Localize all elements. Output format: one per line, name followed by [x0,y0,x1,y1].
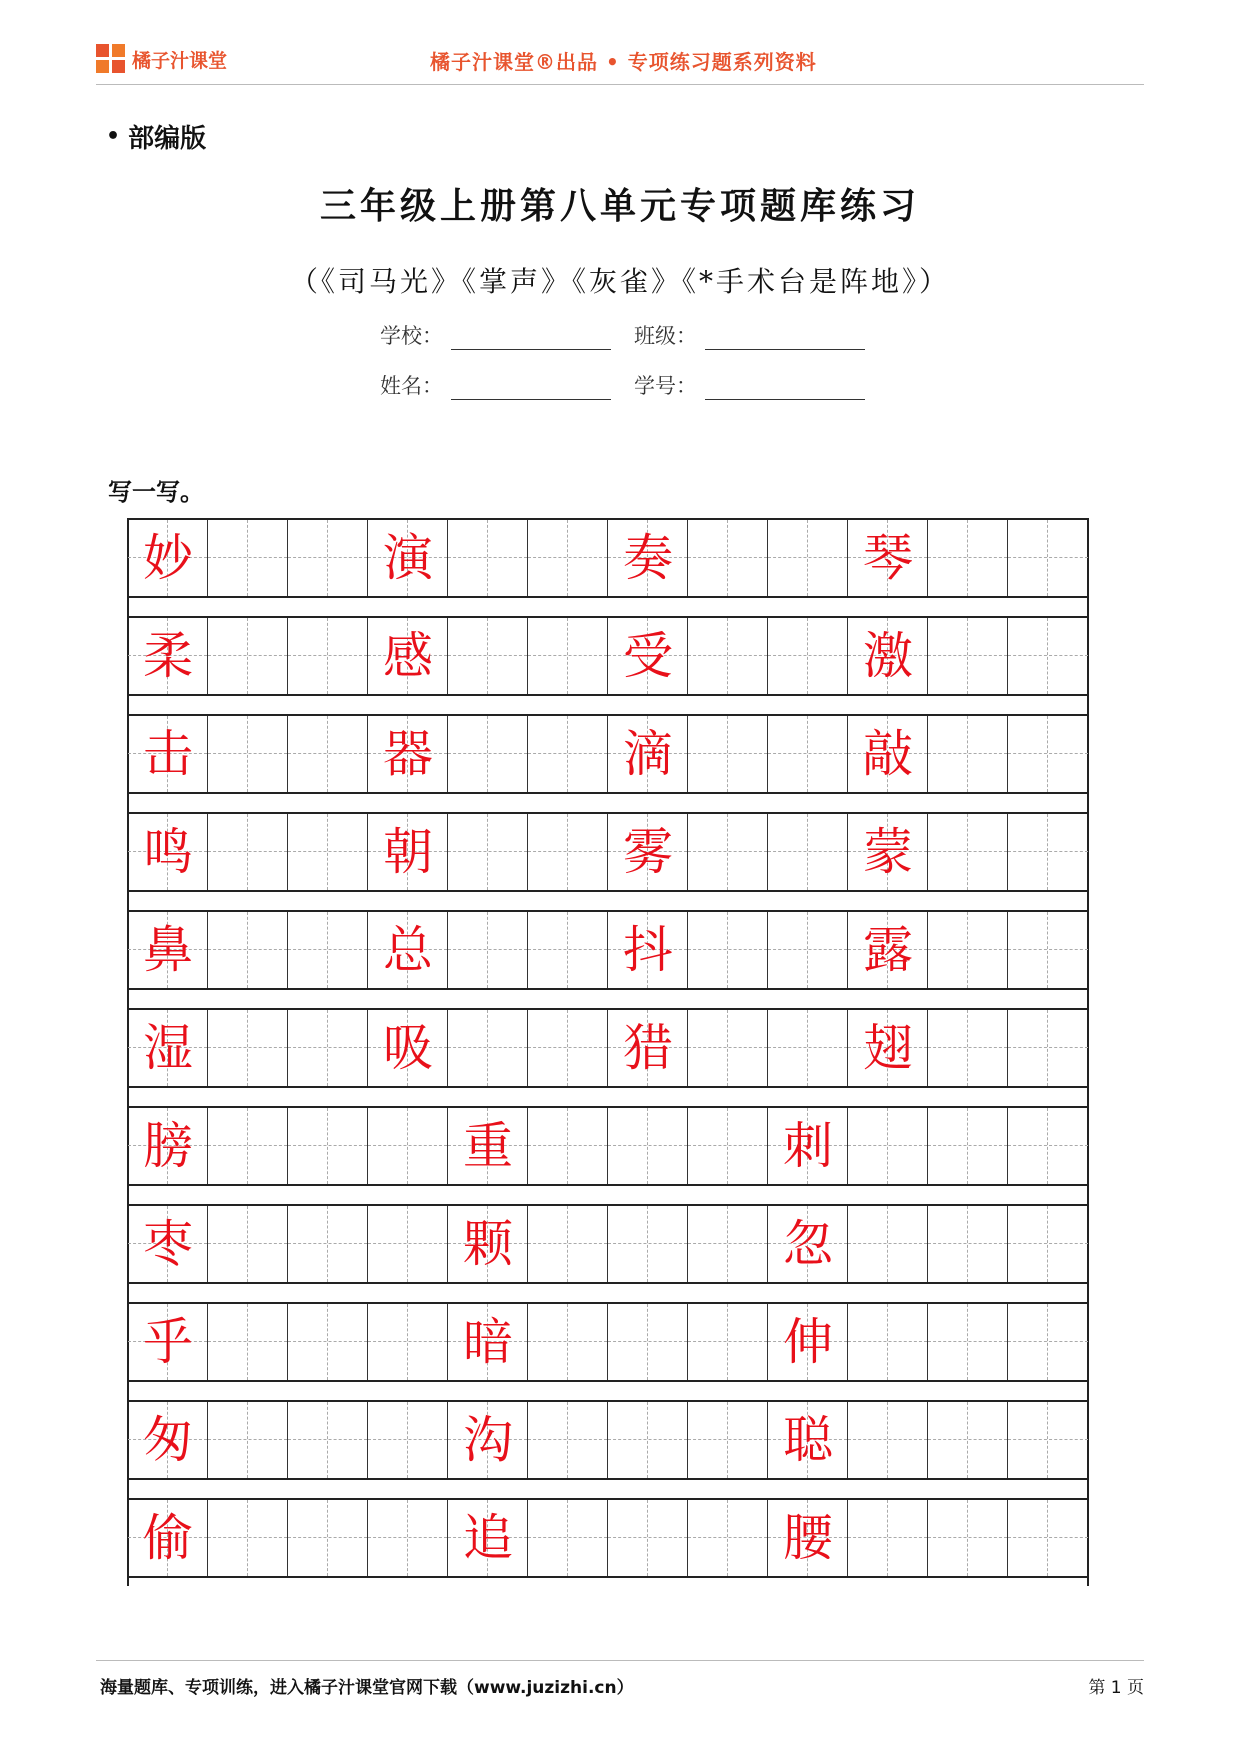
writing-cell[interactable] [848,520,928,596]
practice-character: 鸣 [143,823,193,881]
writing-cell[interactable] [688,716,768,792]
practice-character: 滴 [623,725,673,783]
writing-cell[interactable] [768,1108,848,1184]
writing-cell[interactable] [528,520,608,596]
practice-character: 雾 [623,823,673,881]
writing-cell[interactable] [208,1500,288,1576]
writing-cell[interactable] [608,1500,688,1576]
class-field[interactable] [634,320,865,350]
writing-cell[interactable] [208,1010,288,1086]
writing-cell[interactable] [368,1500,448,1576]
writing-cell[interactable] [608,1010,688,1086]
writing-cell[interactable] [208,1304,288,1380]
writing-cell[interactable] [848,1010,928,1086]
writing-cell[interactable] [368,912,448,988]
row-spacer [128,794,1088,813]
writing-cell[interactable] [448,1206,528,1282]
writing-cell[interactable] [1008,1206,1088,1282]
practice-character: 翅 [863,1019,913,1077]
writing-cell[interactable] [128,1108,208,1184]
writing-cell[interactable] [288,618,368,694]
bullet-icon: • [106,124,121,149]
writing-cell[interactable] [448,1304,528,1380]
writing-cell[interactable] [688,1206,768,1282]
row-spacer [128,990,1088,1009]
footer-divider [96,1660,1144,1661]
writing-cell[interactable] [1008,1108,1088,1184]
name-field[interactable] [380,370,611,400]
practice-character: 沟 [463,1411,513,1469]
writing-cell[interactable] [128,716,208,792]
page-number: 第 1 页 [1088,1678,1144,1698]
class-label: 班级： [634,324,697,348]
writing-cell[interactable] [288,1304,368,1380]
writing-cell[interactable] [848,814,928,890]
practice-character: 暗 [463,1313,513,1371]
writing-cell[interactable] [288,716,368,792]
writing-cell[interactable] [288,1402,368,1478]
writing-cell[interactable] [208,618,288,694]
class-blank[interactable] [705,327,865,350]
writing-cell[interactable] [768,520,848,596]
logo-icon [96,44,126,74]
practice-character: 偷 [143,1509,193,1567]
writing-cell[interactable] [448,912,528,988]
writing-cell[interactable] [688,1304,768,1380]
row-spacer [128,696,1088,715]
writing-cell[interactable] [848,1500,928,1576]
writing-cell[interactable] [128,814,208,890]
writing-cell[interactable] [288,912,368,988]
row-spacer [128,1284,1088,1303]
practice-character: 露 [863,921,913,979]
practice-character: 忽 [783,1215,833,1273]
practice-character: 柔 [143,627,193,685]
writing-cell[interactable] [928,1206,1008,1282]
practice-character: 湿 [143,1019,193,1077]
grid-row [128,518,1088,598]
grid-row [128,812,1088,892]
writing-cell[interactable] [368,1010,448,1086]
writing-cell[interactable] [528,1010,608,1086]
writing-cell[interactable] [368,716,448,792]
writing-cell[interactable] [848,1108,928,1184]
practice-character: 枣 [143,1215,193,1273]
writing-cell[interactable] [368,1108,448,1184]
writing-cell[interactable] [1008,1010,1088,1086]
practice-character: 奏 [623,529,673,587]
writing-cell[interactable] [608,912,688,988]
practice-character: 猎 [623,1019,673,1077]
writing-cell[interactable] [448,716,528,792]
practice-character: 妙 [143,529,193,587]
writing-cell[interactable] [768,716,848,792]
writing-cell[interactable] [528,814,608,890]
practice-character: 聪 [783,1411,833,1469]
writing-cell[interactable] [448,1402,528,1478]
grid-row [128,1400,1088,1480]
practice-character: 腰 [783,1509,833,1567]
school-label: 学校： [380,324,443,348]
writing-cell[interactable] [1008,912,1088,988]
writing-cell[interactable] [688,912,768,988]
writing-cell[interactable] [928,912,1008,988]
footer-note: 海量题库、专项训练，进入橘子汁课堂官网下载（www.juzizhi.cn） [100,1678,634,1698]
writing-cell[interactable] [208,912,288,988]
writing-cell[interactable] [1008,1304,1088,1380]
writing-cell[interactable] [848,1206,928,1282]
school-blank[interactable] [451,327,611,350]
grid-row [128,1204,1088,1284]
writing-cell[interactable] [848,716,928,792]
writing-cell[interactable] [928,1402,1008,1478]
writing-cell[interactable] [528,1500,608,1576]
writing-cell[interactable] [288,1010,368,1086]
writing-cell[interactable] [688,1500,768,1576]
writing-cell[interactable] [928,1304,1008,1380]
row-spacer [128,1382,1088,1401]
writing-cell[interactable] [688,1402,768,1478]
writing-cell[interactable] [608,1402,688,1478]
practice-character: 膀 [143,1117,193,1175]
writing-cell[interactable] [1008,520,1088,596]
writing-cell[interactable] [528,912,608,988]
header-divider [96,84,1144,85]
practice-character: 重 [463,1117,513,1175]
practice-character: 敲 [863,725,913,783]
edition-text: 部编版 [128,124,207,154]
writing-cell[interactable] [688,520,768,596]
row-spacer [128,1480,1088,1499]
practice-character: 追 [463,1509,513,1567]
practice-character: 器 [383,725,433,783]
page-header [0,0,1240,90]
brand-logo [96,44,227,74]
practice-character: 匆 [143,1411,193,1469]
writing-cell[interactable] [1008,1402,1088,1478]
writing-cell[interactable] [128,520,208,596]
practice-character: 总 [383,921,433,979]
writing-cell[interactable] [768,1500,848,1576]
practice-character: 抖 [623,921,673,979]
writing-cell[interactable] [688,1108,768,1184]
practice-character: 击 [143,725,193,783]
writing-cell[interactable] [1008,618,1088,694]
writing-cell[interactable] [768,1304,848,1380]
writing-cell[interactable] [848,618,928,694]
brand-name: 橘子汁课堂 [132,49,228,72]
writing-cell[interactable] [768,618,848,694]
writing-cell[interactable] [768,912,848,988]
name-blank[interactable] [451,377,611,400]
writing-cell[interactable] [368,618,448,694]
writing-cell[interactable] [608,1108,688,1184]
writing-cell[interactable] [288,1108,368,1184]
writing-cell[interactable] [208,1402,288,1478]
writing-cell[interactable] [448,1108,528,1184]
writing-cell[interactable] [528,618,608,694]
writing-cell[interactable] [528,1402,608,1478]
header-title: 橘子汁课堂®出品 • 专项练习题系列资料 [430,50,817,74]
grid-row [128,1008,1088,1088]
practice-character: 刺 [783,1117,833,1175]
writing-cell[interactable] [768,814,848,890]
writing-cell[interactable] [448,520,528,596]
writing-cell[interactable] [928,1010,1008,1086]
writing-cell[interactable] [608,814,688,890]
writing-cell[interactable] [128,912,208,988]
writing-cell[interactable] [208,814,288,890]
writing-cell[interactable] [528,1108,608,1184]
practice-character: 乎 [143,1313,193,1371]
writing-cell[interactable] [368,520,448,596]
number-field[interactable] [634,370,865,400]
writing-cell[interactable] [1008,1500,1088,1576]
number-blank[interactable] [705,377,865,400]
writing-cell[interactable] [848,1402,928,1478]
writing-cell[interactable] [848,1304,928,1380]
grid-row [128,910,1088,990]
writing-cell[interactable] [928,1108,1008,1184]
writing-cell[interactable] [288,520,368,596]
writing-cell[interactable] [128,1206,208,1282]
writing-cell[interactable] [608,618,688,694]
writing-cell[interactable] [288,1500,368,1576]
writing-cell[interactable] [128,1304,208,1380]
number-label: 学号： [634,374,697,398]
school-field[interactable] [380,320,611,350]
writing-cell[interactable] [448,618,528,694]
edition-label [106,118,206,155]
writing-cell[interactable] [928,814,1008,890]
grid-row [128,1498,1088,1578]
writing-cell[interactable] [528,1206,608,1282]
practice-character: 鼻 [143,921,193,979]
row-spacer [128,892,1088,911]
grid-row [128,1302,1088,1382]
writing-cell[interactable] [928,618,1008,694]
writing-cell[interactable] [368,1206,448,1282]
row-spacer [128,1088,1088,1107]
writing-cell[interactable] [608,520,688,596]
page-subtitle: （《司马光》《掌声》《灰雀》《*手术台是阵地》） [289,265,950,298]
practice-character: 琴 [863,529,913,587]
practice-character: 伸 [783,1313,833,1371]
practice-character: 颗 [463,1215,513,1273]
name-label: 姓名： [380,374,443,398]
writing-cell[interactable] [448,814,528,890]
writing-cell[interactable] [608,1206,688,1282]
writing-cell[interactable] [288,1206,368,1282]
section-heading: 写一写。 [108,477,204,506]
practice-character: 朝 [383,823,433,881]
writing-cell[interactable] [928,520,1008,596]
writing-cell[interactable] [688,814,768,890]
writing-cell[interactable] [208,1108,288,1184]
writing-cell[interactable] [608,1304,688,1380]
row-spacer [128,598,1088,617]
writing-cell[interactable] [208,1206,288,1282]
writing-cell[interactable] [608,716,688,792]
practice-character: 受 [623,627,673,685]
row-spacer [128,1186,1088,1205]
writing-cell[interactable] [1008,814,1088,890]
writing-cell[interactable] [128,618,208,694]
practice-character: 蒙 [863,823,913,881]
writing-cell[interactable] [528,716,608,792]
writing-cell[interactable] [768,1206,848,1282]
writing-cell[interactable] [1008,716,1088,792]
writing-cell[interactable] [688,618,768,694]
practice-character: 感 [383,627,433,685]
practice-character: 激 [863,627,913,685]
writing-cell[interactable] [128,1010,208,1086]
grid-row [128,1106,1088,1186]
practice-character: 吸 [383,1019,433,1077]
writing-cell[interactable] [208,520,288,596]
writing-cell[interactable] [928,716,1008,792]
writing-cell[interactable] [928,1500,1008,1576]
writing-cell[interactable] [448,1500,528,1576]
writing-cell[interactable] [448,1010,528,1086]
writing-cell[interactable] [768,1010,848,1086]
writing-cell[interactable] [368,1402,448,1478]
writing-cell[interactable] [208,716,288,792]
writing-cell[interactable] [848,912,928,988]
practice-character: 演 [383,529,433,587]
writing-cell[interactable] [368,814,448,890]
grid-row [128,616,1088,696]
writing-cell[interactable] [128,1402,208,1478]
writing-cell[interactable] [128,1500,208,1576]
writing-cell[interactable] [688,1010,768,1086]
writing-cell[interactable] [528,1304,608,1380]
grid-row [128,714,1088,794]
page-title: 三年级上册第八单元专项题库练习 [319,185,920,227]
writing-cell[interactable] [768,1402,848,1478]
writing-cell[interactable] [368,1304,448,1380]
writing-cell[interactable] [288,814,368,890]
